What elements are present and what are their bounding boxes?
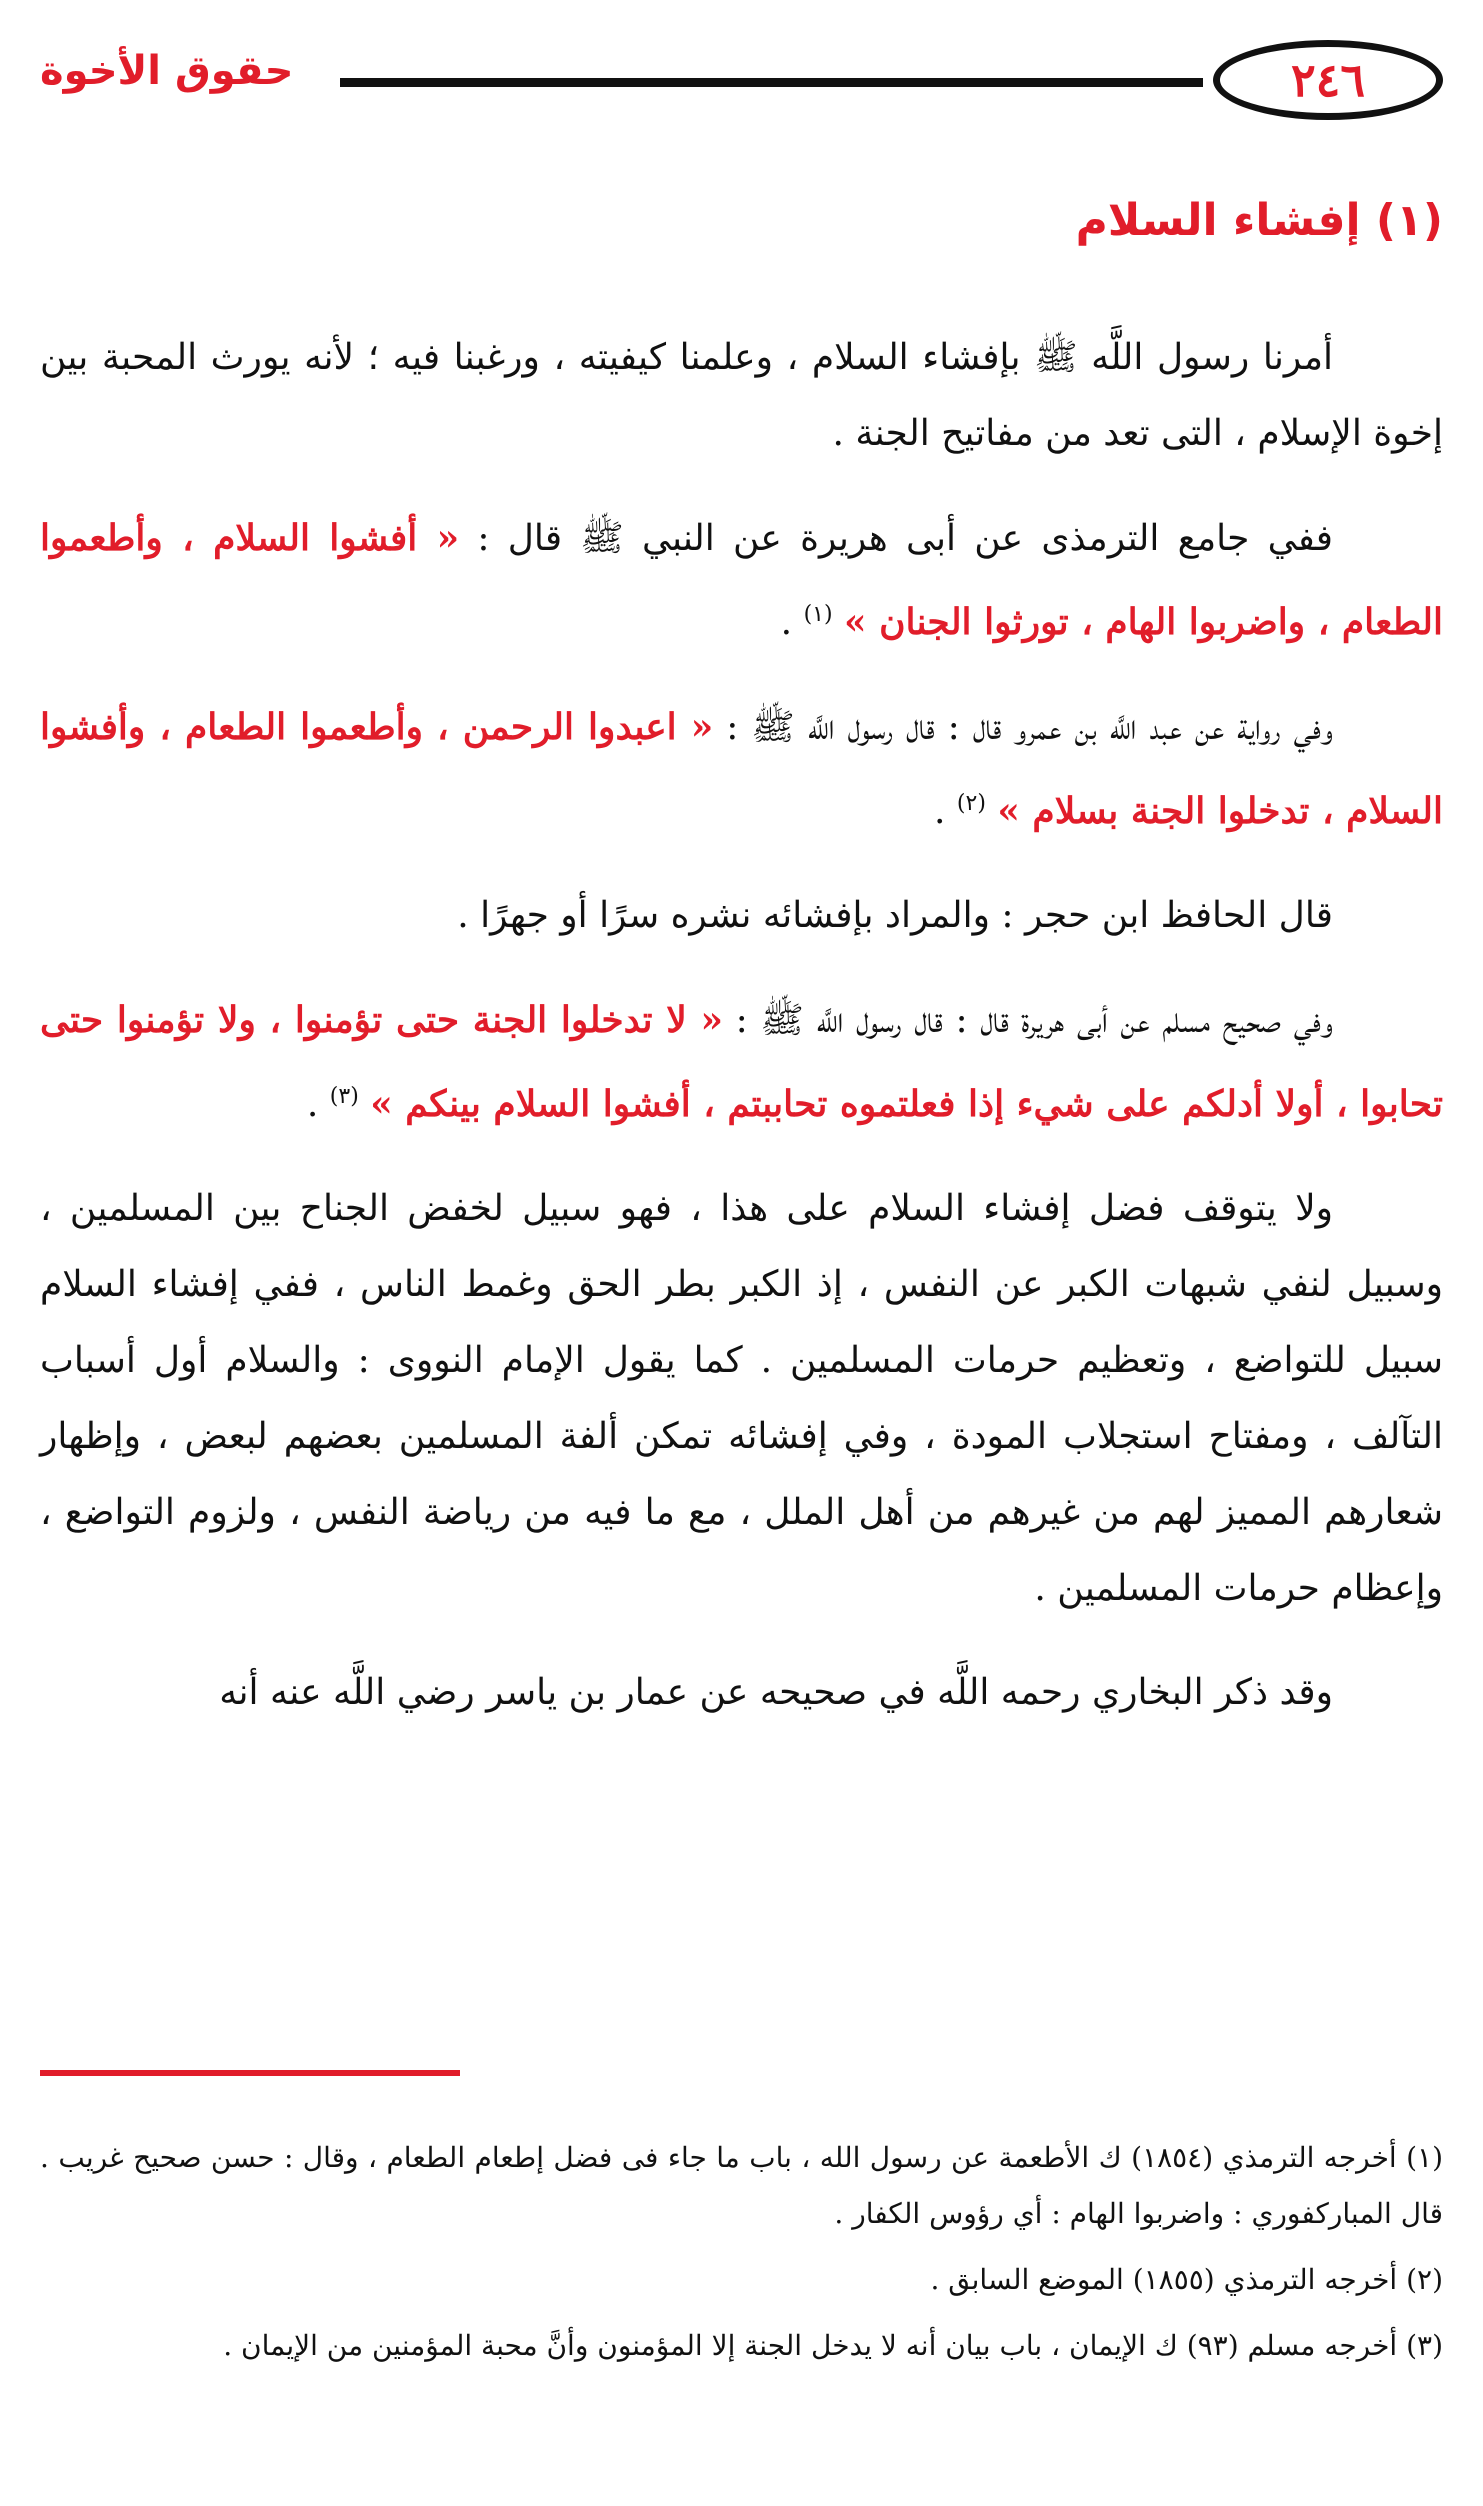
footnote-2: (٢) أخرجه الترمذي (١٨٥٥) الموضع السابق . [930, 2263, 1443, 2296]
page-number: ٢٤٦ [1213, 40, 1443, 120]
footnote-1: (١) أخرجه الترمذي (١٨٥٤) ك الأطعمة عن رسول الله ، باب ما جاء فى فضل إطعام الطعام ، وقال : حسن صحيح غريب . قال المباركفوري : واضربوا الهام : أي رؤوس الكفار . [40, 2141, 1443, 2230]
hadith-quote-3: « لا تدخلوا الجنة حتى تؤمنوا ، ولا تؤمنوا حتى تحابوا ، أولا أدلكم على شيء إذا فعلتموه تحاببتم ، أفشوا السلام بينكم » [40, 999, 1443, 1125]
paragraph-2 [40, 500, 1443, 661]
page-header [40, 40, 1443, 130]
section-title: (١) إفشاء السلام [1075, 195, 1443, 246]
footnote-ref-3: (٣) [329, 1084, 359, 1109]
paragraph-5 [40, 982, 1443, 1143]
running-title: حقوق الأخوة [40, 48, 294, 94]
paragraph-1: أمرنا رسول اللَّه ﷺ بإفشاء السلام ، وعلمنا كيفيته ، ورغبنا فيه ؛ لأنه يورث المحبة بين إخوة الإسلام ، التى تعد من مفاتيح الجنة . [40, 337, 1443, 454]
paragraph-5-intro: وفي صحيح مسلم عن أبى هريرة قال : قال رسول اللَّه ﷺ : [735, 1000, 1333, 1041]
header-rule [340, 78, 1203, 87]
paragraph-3-end: . [934, 791, 946, 832]
body-text [40, 320, 1443, 1759]
footnote-separator [40, 2070, 460, 2076]
paragraph-3-intro: وفي رواية عن عبد اللَّه بن عمرو قال : قال رسول اللَّه ﷺ : [726, 707, 1333, 748]
hadith-quote-2: « اعبدوا الرحمن ، وأطعموا الطعام ، وأفشوا السلام ، تدخلوا الجنة بسلام » [40, 706, 1443, 832]
footnote-ref-2: (٢) [956, 791, 986, 816]
footnote-ref-1: (١) [803, 602, 833, 627]
paragraph-2-end: . [780, 602, 793, 643]
paragraph-5-end: . [306, 1084, 319, 1125]
footnote-3: (٣) أخرجه مسلم (٩٣) ك الإيمان ، باب بيان أنه لا يدخل الجنة إلا المؤمنون وأنَّ محبة المؤمنين من الإيمان . [223, 2329, 1443, 2362]
footnotes [40, 2130, 1443, 2384]
paragraph-3 [40, 689, 1443, 850]
paragraph-2-intro: ففي جامع الترمذى عن أبى هريرة عن النبي ﷺ قال : [477, 518, 1333, 559]
paragraph-4: قال الحافظ ابن حجر : والمراد بإفشائه نشره سرًا أو جهرًا . [457, 895, 1333, 936]
paragraph-6: ولا يتوقف فضل إفشاء السلام على هذا ، فهو سبيل لخفض الجناح بين المسلمين ، وسبيل لنفي شبهات الكبر عن النفس ، إذ الكبر بطر الحق وغمط الناس ، ففي إفشاء السلام سبيل للتواضع ، وتعظيم حرمات المسلمين . كما يقول الإمام النووى : والسلام أول أسباب التآلف ، ومفتاح استجلاب المودة ، وفي إفشائه تمكن ألفة المسلمين بعضهم لبعض ، وإظهار شعارهم المميز لهم من غيرهم من أهل الملل ، مع ما فيه من رياضة النفس ، ولزوم التواضع ، وإعظام حرمات المسلمين . [40, 1188, 1443, 1609]
hadith-quote-1: « أفشوا السلام ، وأطعموا الطعام ، واضربوا الهام ، تورثوا الجنان » [40, 517, 1443, 643]
paragraph-7: وقد ذكر البخاري رحمه اللَّه في صحيحه عن عمار بن ياسر رضي اللَّه عنه أنه [219, 1672, 1333, 1713]
